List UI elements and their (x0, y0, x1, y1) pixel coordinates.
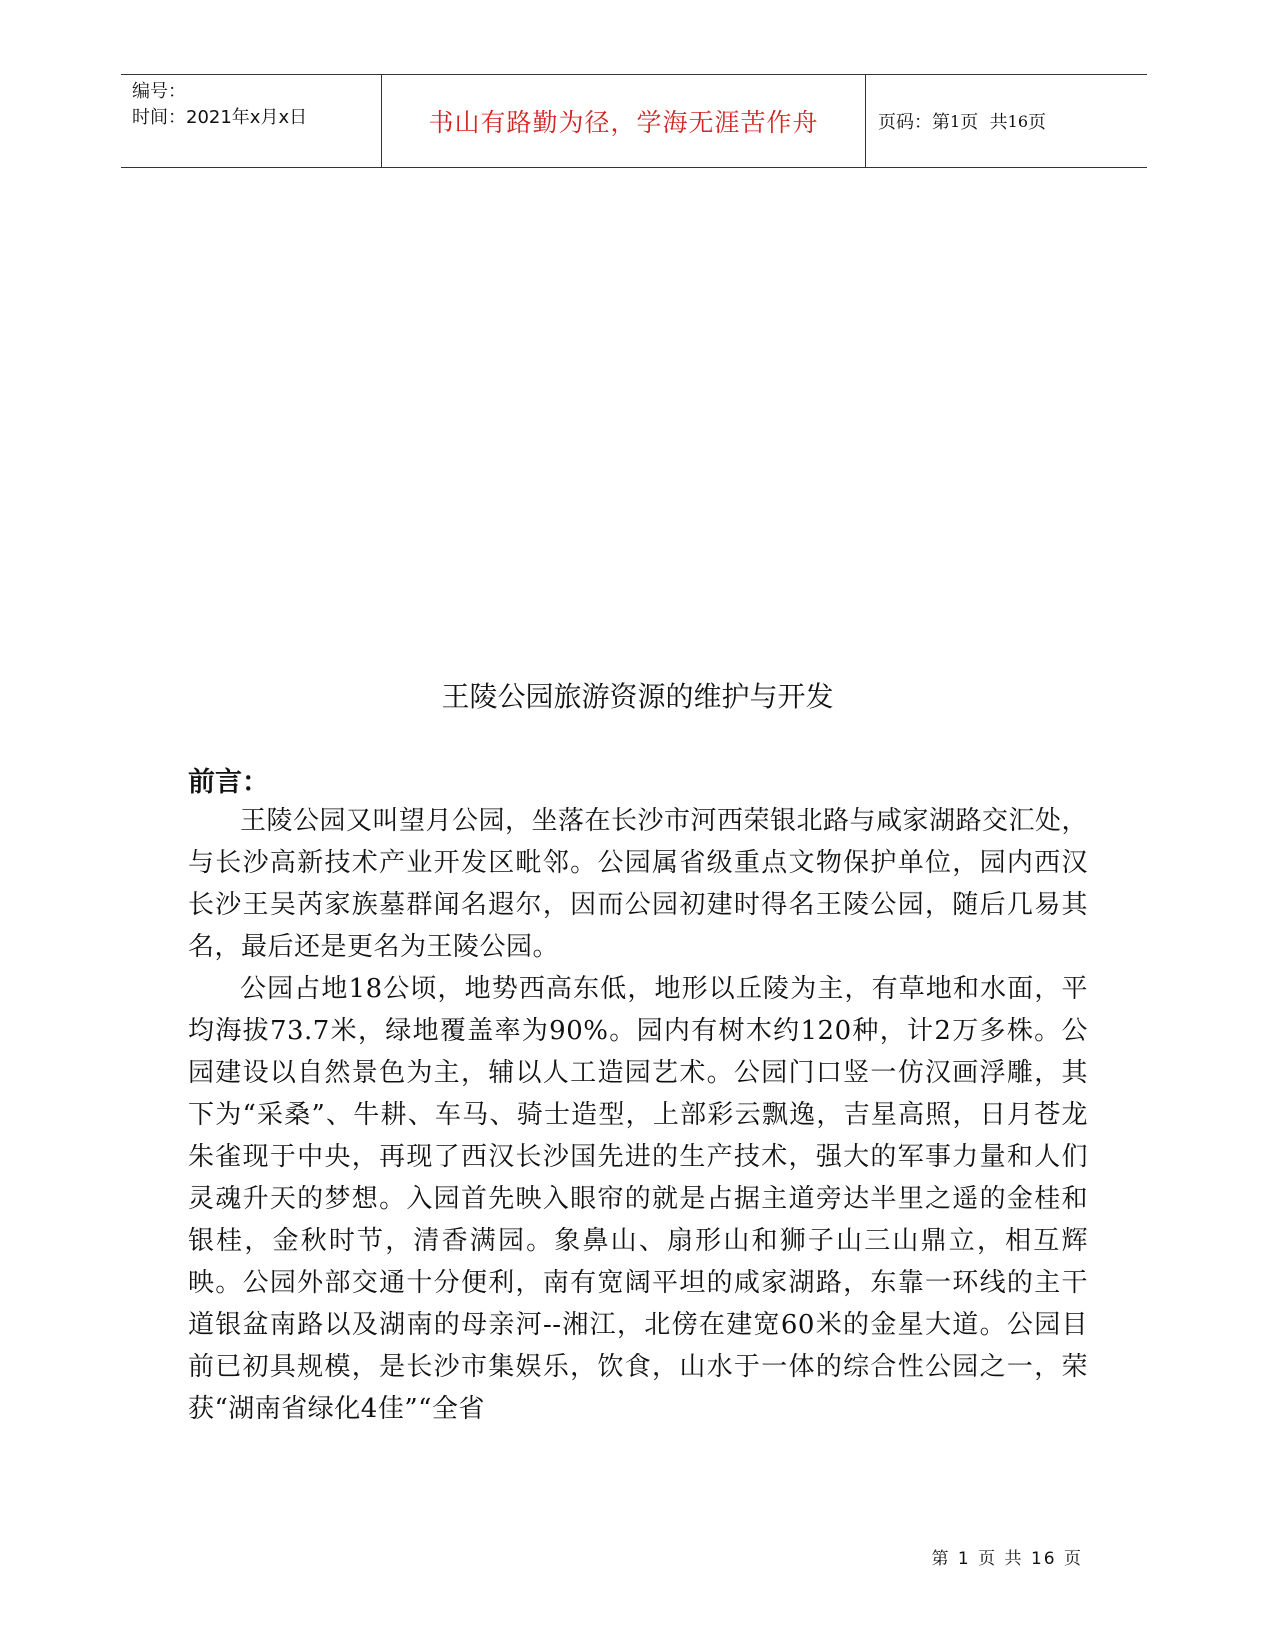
header-info-cell (121, 75, 382, 167)
footer-mid: 页 共 (970, 1549, 1031, 1569)
header-page-cell (866, 75, 1147, 167)
header-table (121, 74, 1147, 168)
footer-page-number: 1 (957, 1549, 971, 1569)
body-text (188, 800, 1088, 1430)
document-title: 王陵公园旅游资源的维护与开发 (441, 680, 834, 713)
page-footer (932, 1544, 1084, 1569)
header-page-suffix: 页 (1028, 112, 1046, 133)
header-page-mid: 页 共 (960, 112, 1008, 133)
footer-suffix: 页 (1056, 1549, 1083, 1569)
section-heading: 前言： (188, 767, 269, 798)
header-page-prefix: 页码：第 (878, 112, 950, 133)
header-page-number: 1 (950, 111, 961, 131)
paragraph: 公园占地18公顷，地势西高东低，地形以丘陵为主，有草地和水面，平均海拔73.7米，绿地覆盖率为90%。园内有树木约120种，计2万多株。公园建设以自然景色为主，辅以人工造园艺术。公园门口竖一仿汉画浮雕，其下为“采桑”、牛耕、车马、骑士造型，上部彩云飘逸，吉星高照，日月苍龙朱雀现于中央，再现了西汉长沙国先进的生产技术，强大的军事力量和人们灵魂升天的梦想。入园首先映入眼帘的就是占据主道旁达半里之遥的金桂和银桂，金秋时节，清香满园。象鼻山、扇形山和狮子山三山鼎立，相互辉映。公园外部交通十分便利，南有宽阔平坦的咸家湖路，东靠一环线的主干道银盆南路以及湖南的母亲河--湘江，北傍在建宽60米的金星大道。公园目前已初具规模，是长沙市集娱乐，饮食，山水于一体的综合性公园之一，荣获“湖南省绿化4佳”“全省 (188, 974, 1088, 1424)
document-time-label: 时间：2021年x月x日 (132, 107, 308, 128)
paragraph: 王陵公园又叫望月公园，坐落在长沙市河西荣银北路与咸家湖路交汇处，与长沙高新技术产业开发区毗邻。公园属省级重点文物保护单位，园内西汉长沙王吴芮家族墓群闻名遐尔，因而公园初建时得名王陵公园，随后几易其名，最后还是更名为王陵公园。 (188, 806, 1089, 962)
header-motto-cell (382, 75, 866, 167)
footer-page-total: 16 (1030, 1549, 1057, 1569)
footer-prefix: 第 (931, 1549, 958, 1569)
document-number-label: 编号： (132, 81, 186, 102)
header-motto: 书山有路勤为径，学海无涯苦作舟 (428, 108, 819, 137)
header-page-total: 16 (1007, 111, 1028, 131)
